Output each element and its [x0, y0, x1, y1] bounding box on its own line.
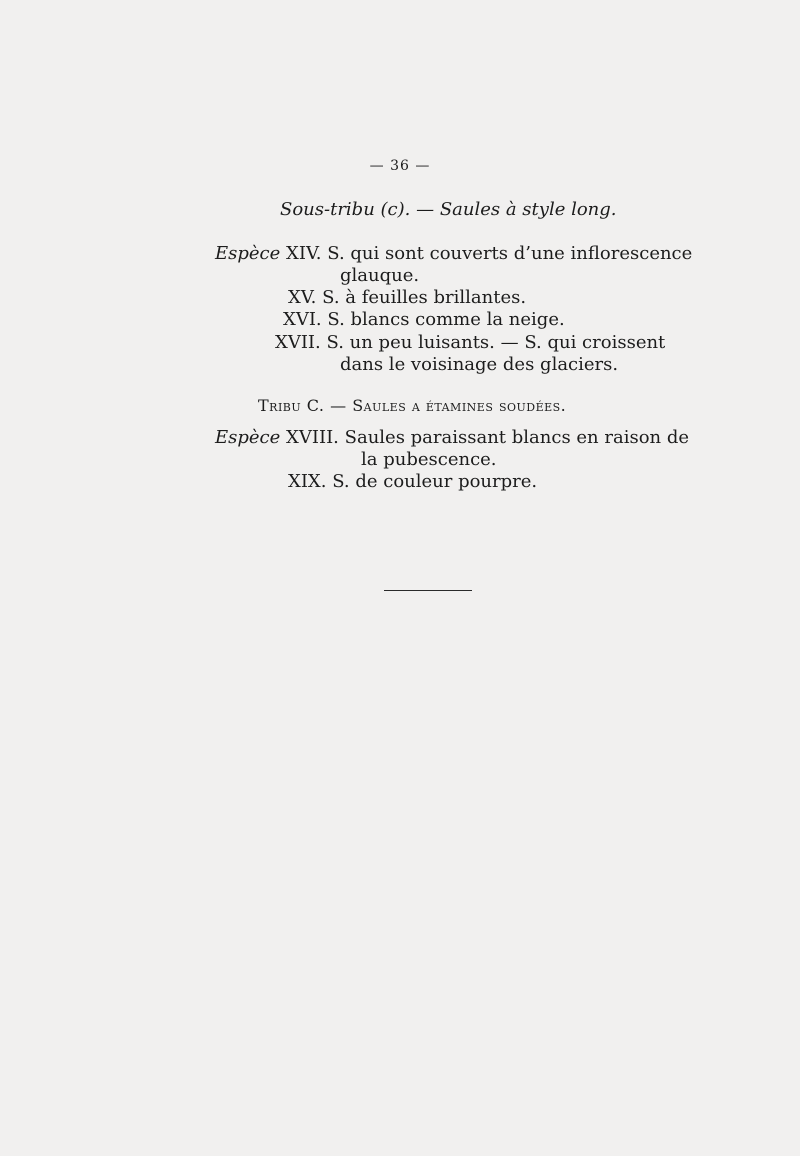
subtribe-heading: [280, 199, 617, 220]
entry-text: S. à feuilles brillantes.: [322, 287, 527, 308]
entry-continuation: dans le voisinage des glaciers.: [340, 354, 619, 375]
entry-text: S. qui sont couverts d’une inflorescence: [327, 243, 693, 264]
species-label: Espèce: [215, 243, 281, 264]
tribe-prefix: Tribu C. —: [258, 396, 347, 415]
entry-xviii: [215, 427, 689, 448]
entry-xv: [288, 287, 526, 308]
entry-number: XIX.: [288, 471, 327, 492]
entry-text: S. blancs comme la neige.: [327, 309, 565, 330]
entry-continuation: glauque.: [340, 265, 420, 286]
entry-number: XVII.: [275, 332, 321, 353]
tribe-heading: [258, 396, 566, 415]
entry-xvii: [275, 332, 665, 353]
species-label: Espèce: [215, 427, 281, 448]
entry-continuation: la pubescence.: [361, 449, 497, 470]
entry-number: XIV.: [286, 243, 322, 264]
subtribe-title: (c). — Saules à style long.: [380, 199, 617, 220]
entry-text: Saules paraissant blancs en raison de: [344, 427, 690, 448]
entry-number: XVIII.: [286, 427, 339, 448]
tribe-title: Saules a étamines soudées.: [352, 396, 567, 415]
entry-text: S. un peu luisants. — S. qui croissent: [326, 332, 666, 353]
page-number: — 36 —: [369, 158, 431, 174]
entry-xiv: [215, 243, 692, 264]
entry-xix: [288, 471, 537, 492]
entry-number: XVI.: [283, 309, 322, 330]
entry-text: S. de couleur pourpre.: [332, 471, 538, 492]
section-divider: [384, 590, 472, 591]
subtribe-label: Sous-tribu: [280, 199, 375, 220]
entry-xvi: [283, 309, 565, 330]
entry-number: XV.: [288, 287, 317, 308]
